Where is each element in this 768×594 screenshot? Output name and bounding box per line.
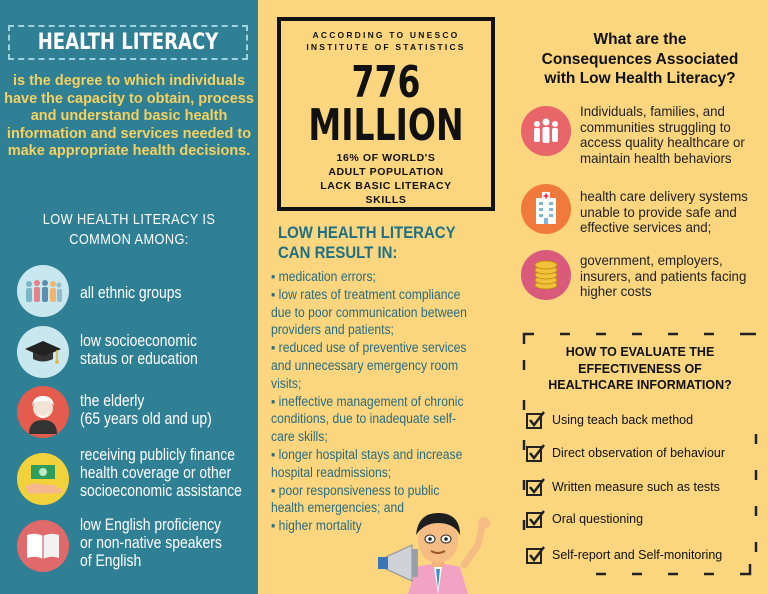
people-group-icon bbox=[17, 265, 69, 317]
list-item: ▪ higher mortality bbox=[271, 518, 362, 534]
checkbox-checked-icon bbox=[526, 443, 546, 463]
consequences-heading: What are the Consequences Associated with Low Health Literacy? bbox=[541, 31, 739, 87]
stat-source: ACCORDING TO UNESCO INSTITUTE OF STATISTICS bbox=[306, 30, 466, 52]
list-item: ▪ poor responsiveness to public bbox=[271, 482, 440, 498]
consequence-text: government, employers, insurers, and patients facing higher costs bbox=[580, 252, 747, 299]
coin-stack-icon bbox=[521, 250, 571, 300]
graduation-cap-icon bbox=[17, 326, 69, 378]
result-heading: LOW HEALTH LITERACY CAN RESULT IN: bbox=[278, 223, 456, 262]
open-book-icon bbox=[17, 520, 69, 572]
list-item: providers and patients; bbox=[271, 322, 394, 338]
stat-description: 16% OF WORLD'S ADULT POPULATION LACK BASIC LITERACY SKILLS bbox=[320, 152, 452, 206]
group-label: the elderly (65 years old and up) bbox=[80, 391, 212, 428]
megaphone-icon bbox=[378, 545, 418, 581]
group-label: receiving publicly finance health coverage or other socioeconomic assistance bbox=[80, 445, 242, 500]
list-item: due to poor communication between bbox=[271, 304, 467, 320]
checklist-item: Self-report and Self-monitoring bbox=[526, 544, 722, 566]
hospital-building-icon bbox=[521, 184, 571, 234]
group-label: low English proficiency or non-native speakers of English bbox=[80, 515, 222, 570]
common-among-heading: LOW HEALTH LITERACY IS COMMON AMONG: bbox=[42, 211, 216, 248]
group-label: all ethnic groups bbox=[80, 283, 182, 302]
group-label: low socioeconomic status or education bbox=[80, 331, 198, 368]
consequence-text: health care delivery systems unable to provide safe and effective services and; bbox=[580, 188, 748, 235]
checklist-item: Written measure such as tests bbox=[526, 476, 720, 498]
list-item: care skills; bbox=[271, 429, 328, 445]
result-list bbox=[271, 268, 511, 535]
checkbox-checked-icon bbox=[526, 545, 546, 565]
stat-number: 776 bbox=[351, 57, 421, 108]
list-item: hospital readmissions; bbox=[271, 464, 392, 480]
evaluate-heading: HOW TO EVALUATE THE EFFECTIVENESS OF HEALTHCARE INFORMATION? bbox=[548, 345, 732, 392]
checklist-item: Oral questioning bbox=[526, 508, 643, 530]
checkbox-checked-icon bbox=[526, 477, 546, 497]
checkbox-checked-icon bbox=[526, 509, 546, 529]
statistic-box bbox=[277, 17, 495, 211]
consequence-text: Individuals, families, and communities struggling to access quality healthcare or maintain health behaviors bbox=[580, 103, 745, 166]
list-item: health emergencies; and bbox=[271, 500, 405, 516]
list-item: ▪ medication errors; bbox=[271, 269, 376, 284]
checklist-item: Direct observation of behaviour bbox=[526, 442, 725, 464]
left-panel bbox=[0, 0, 258, 594]
stat-unit: MILLION bbox=[308, 100, 464, 151]
checkbox-checked-icon bbox=[526, 410, 546, 430]
list-item: ▪ reduced use of preventive services bbox=[271, 340, 467, 356]
list-item: ▪ low rates of treatment compliance bbox=[271, 286, 461, 302]
person-megaphone-illustration bbox=[368, 505, 508, 594]
checklist-item: Using teach back method bbox=[526, 409, 693, 431]
list-item: visits; bbox=[271, 375, 302, 391]
list-item: ▪ longer hospital stays and increase bbox=[271, 446, 463, 462]
list-item: conditions, due to inadequate self- bbox=[271, 411, 457, 427]
family-icon bbox=[521, 106, 571, 156]
definition-text: is the degree to which individuals have the capacity to obtain, process and understand basic health information and services needed to make appropriate health decisions. bbox=[4, 73, 254, 159]
title-frame bbox=[8, 25, 248, 60]
elderly-person-icon bbox=[17, 386, 69, 438]
list-item: ▪ ineffective management of chronic bbox=[271, 393, 464, 409]
money-hand-icon bbox=[17, 453, 69, 505]
page-title: HEALTH LITERACY bbox=[37, 30, 219, 55]
list-item: and unnecessary emergency room bbox=[271, 357, 459, 373]
evaluate-box bbox=[520, 330, 760, 578]
